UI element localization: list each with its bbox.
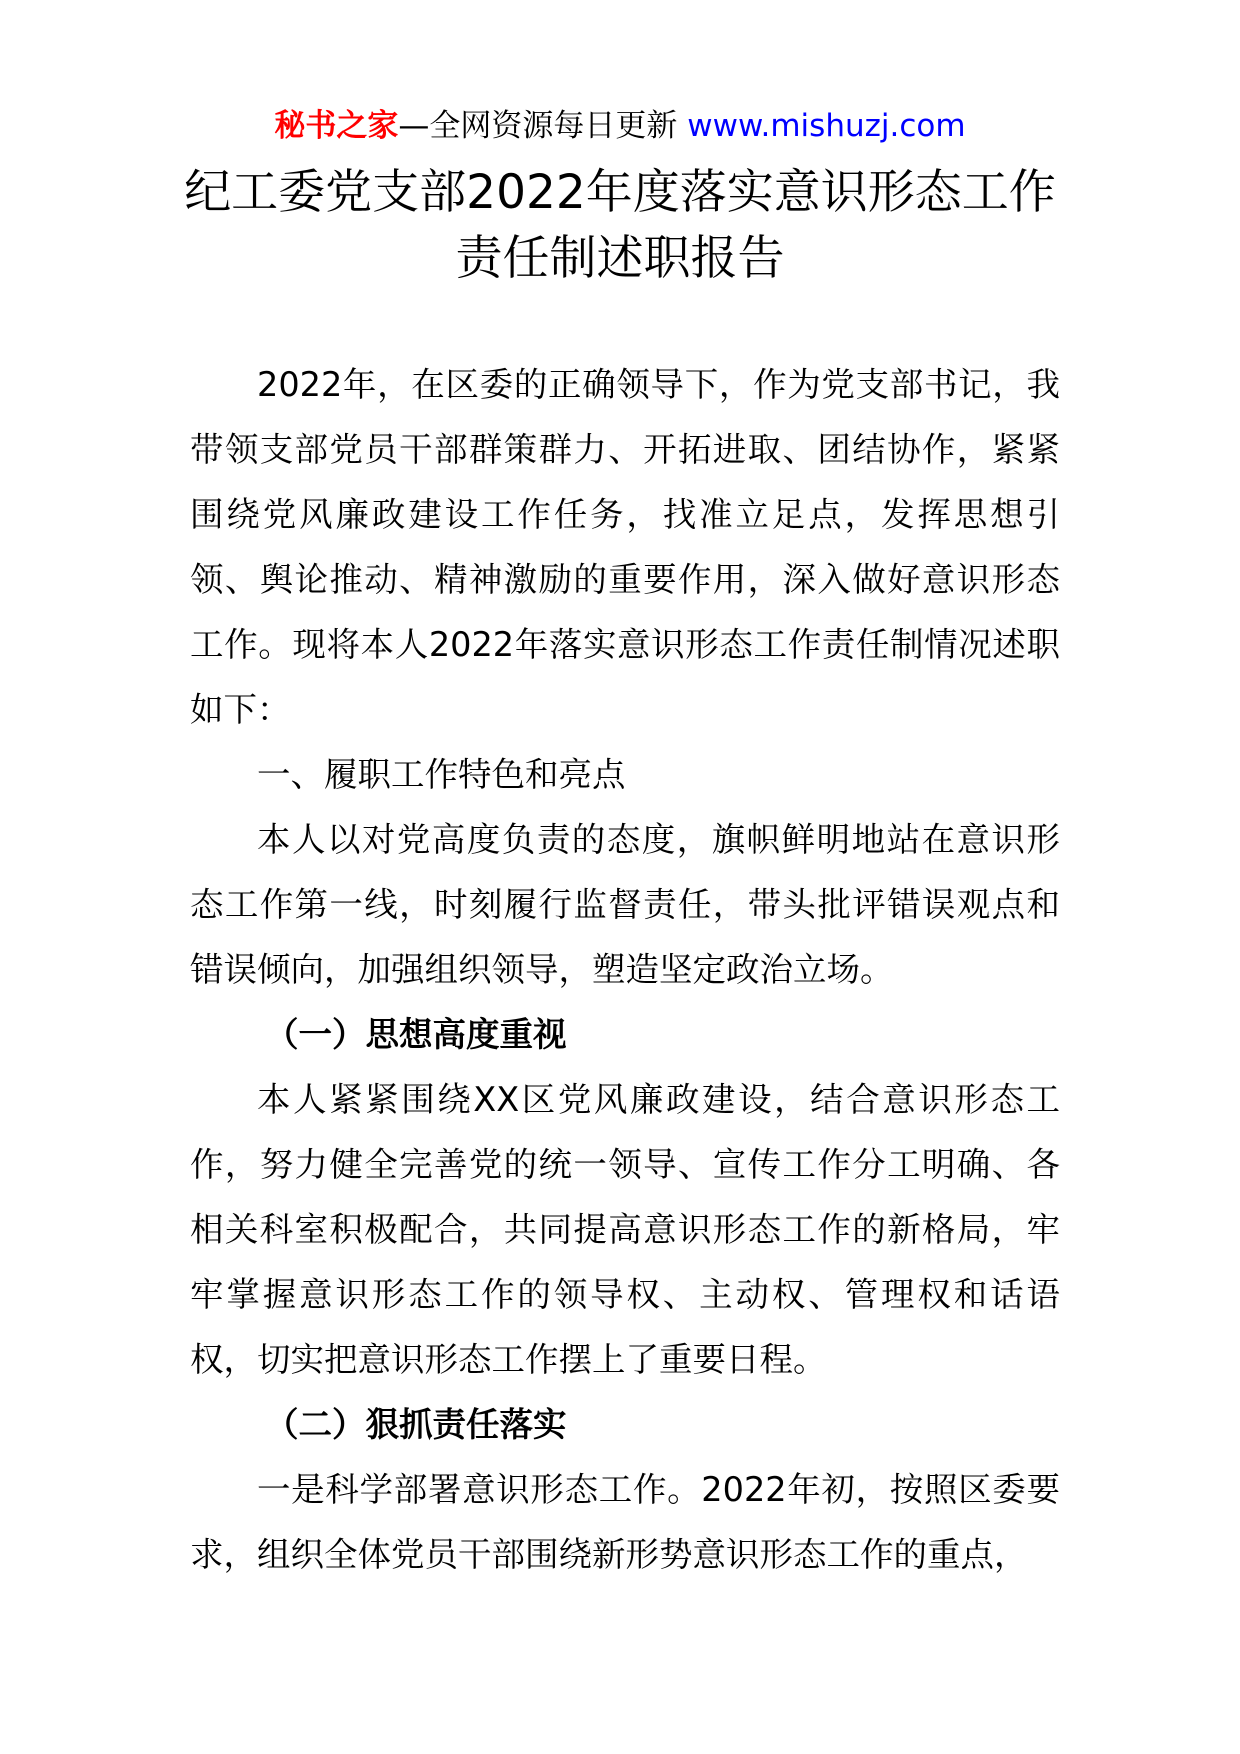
section-1-paragraph: 本人以对党高度负责的态度，旗帜鲜明地站在意识形态工作第一线，时刻履行监督责任，带头批评错误观点和错误倾向，加强组织领导，塑造坚定政治立场。 (190, 820, 1060, 989)
document-title (0, 160, 1240, 292)
subsection-1-paragraph: 本人紧紧围绕XX区党风廉政建设，结合意识形态工作，努力健全完善党的统一领导、宣传工作分工明确、各相关科室积极配合，共同提高意识形态工作的新格局，牢牢掌握意识形态工作的领导权、主动权、管理权和话语权，切实把意识形态工作摆上了重要日程。 (190, 1080, 1060, 1379)
intro-paragraph: 2022年，在区委的正确领导下，作为党支部书记，我带领支部党员干部群策群力、开拓进取、团结协作，紧紧围绕党风廉政建设工作任务，找准立足点，发挥思想引领、舆论推动、精神激励的重要作用，深入做好意识形态工作。现将本人2022年落实意识形态工作责任制情况述职如下： (190, 365, 1060, 729)
document-body (190, 352, 1060, 1587)
watermark-header (0, 104, 1240, 148)
subsection-1-heading: （一）思想高度重视 (265, 1015, 567, 1054)
title-line-2: 责任制述职报告 (455, 231, 785, 286)
subsection-2-paragraph: 一是科学部署意识形态工作。2022年初，按照区委要求，组织全体党员干部围绕新形势意识形态工作的重点， (190, 1470, 1060, 1574)
subsection-2-heading: （二）狠抓责任落实 (265, 1405, 567, 1444)
title-line-1: 纪工委党支部2022年度落实意识形态工作 (184, 165, 1056, 220)
header-tagline: —全网资源每日更新 (398, 108, 678, 144)
brand-name: 秘书之家 (274, 108, 399, 144)
site-url: www.mishuzj.com (687, 108, 966, 144)
section-1-heading: 一、履职工作特色和亮点 (257, 755, 626, 794)
